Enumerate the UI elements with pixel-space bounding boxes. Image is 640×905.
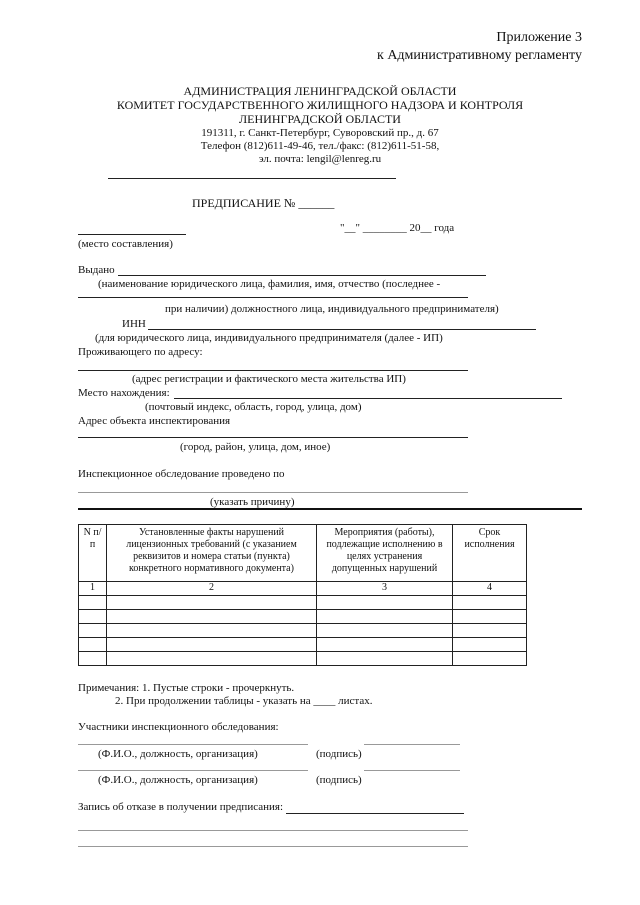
violations-table [78, 524, 527, 666]
participant-1-fio-caption: (Ф.И.О., должность, организация) [98, 748, 258, 760]
column-number-3: 3 [317, 582, 453, 596]
location-line [174, 398, 562, 399]
residence-caption: (адрес регистрации и фактического места жительства ИП) [132, 373, 406, 385]
date-line: "__" ________ 20__ года [340, 222, 455, 234]
header-address: 191311, г. Санкт-Петербург, Суворовский пр., д. 67 [201, 127, 439, 139]
note-line-2: 2. При продолжении таблицы - указать на ____ листах. [115, 695, 373, 707]
refusal-line [286, 813, 464, 814]
appendix-line-2: к Административному регламенту [377, 48, 582, 63]
table-row [79, 638, 527, 652]
table-row [79, 652, 527, 666]
note-line-1: Примечания: 1. Пустые строки - прочеркнуть. [78, 682, 295, 694]
header-line-2: КОМИТЕТ ГОСУДАРСТВЕННОГО ЖИЛИЩНОГО НАДЗОРА И КОНТРОЛЯ [116, 98, 524, 112]
column-number-2: 2 [107, 582, 317, 596]
header-email: эл. почта: lengil@lenreg.ru [258, 153, 382, 165]
place-line [78, 234, 186, 235]
location-caption: (почтовый индекс, область, город, улица, дом) [145, 401, 362, 413]
participant-1-sign-caption: (подпись) [316, 748, 362, 760]
table-row [79, 610, 527, 624]
header-divider [108, 178, 396, 179]
inspection-line [78, 492, 468, 493]
participants-label: Участники инспекционного обследования: [78, 721, 279, 733]
inspection-label: Инспекционное обследование проведено по [78, 468, 285, 480]
residence-label: Проживающего по адресу: [78, 346, 203, 358]
object-caption: (город, район, улица, дом, иное) [180, 441, 331, 453]
column-number-4: 4 [453, 582, 527, 596]
refusal-label: Запись об отказе в получении предписания: [78, 801, 283, 813]
issued-line [118, 275, 486, 276]
participant-2-sign-caption: (подпись) [316, 774, 362, 786]
object-label: Адрес объекта инспектирования [78, 415, 231, 427]
table-row [79, 624, 527, 638]
inspection-caption: (указать причину) [210, 496, 295, 508]
table-row [79, 596, 527, 610]
table-header-row [79, 525, 527, 582]
inn-caption: (для юридического лица, индивидуального предпринимателя (далее - ИП) [95, 332, 443, 344]
issued-caption-1: (наименование юридического лица, фамилия, имя, отчество (последнее - [98, 278, 441, 290]
inn-label: ИНН [122, 318, 146, 330]
header-line-1: АДМИНИСТРАЦИЯ ЛЕНИНГРАДСКОЙ ОБЛАСТИ [183, 84, 457, 98]
document-title: ПРЕДПИСАНИЕ № ______ [192, 196, 335, 210]
place-caption: (место составления) [78, 238, 173, 250]
participant-1-fio-line [78, 744, 308, 745]
header-deadline: Срок исполнения [453, 525, 527, 582]
object-line [78, 437, 468, 438]
issued-line-2 [78, 297, 468, 298]
section-divider [78, 508, 582, 510]
appendix-line-1: Приложение 3 [496, 30, 582, 45]
header-violations: Установленные факты нарушений лицензионных требований (с указанием реквизитов и номера статьи (пункта) конкретного нормативного документа) [107, 525, 317, 582]
participant-2-sign-line [364, 770, 460, 771]
residence-line [78, 370, 468, 371]
participant-2-fio-caption: (Ф.И.О., должность, организация) [98, 774, 258, 786]
header-phone: Телефон (812)611-49-46, тел./факс: (812)611-51-58, [200, 140, 440, 152]
participant-2-fio-line [78, 770, 308, 771]
issued-caption-2: при наличии) должностного лица, индивидуального предпринимателя) [165, 303, 499, 315]
issued-label: Выдано [78, 264, 115, 276]
refusal-line-2 [78, 830, 468, 831]
column-number-1: 1 [79, 582, 107, 596]
header-measures: Мероприятия (работы), подлежащие исполнению в целях устранения допущенных нарушений [317, 525, 453, 582]
participant-1-sign-line [364, 744, 460, 745]
refusal-line-3 [78, 846, 468, 847]
inn-line [148, 329, 536, 330]
location-label: Место нахождения: [78, 387, 170, 399]
header-line-3: ЛЕНИНГРАДСКОЙ ОБЛАСТИ [239, 112, 401, 126]
header-number: N п/п [79, 525, 107, 582]
table-number-row [79, 582, 527, 596]
